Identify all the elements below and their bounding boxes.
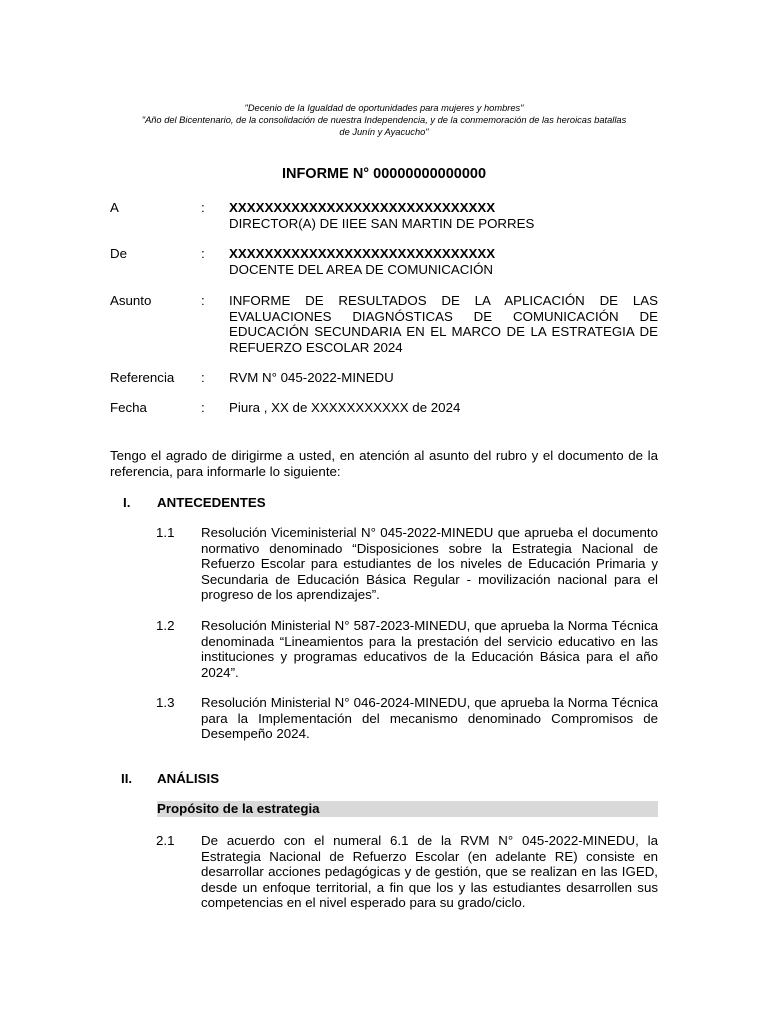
item-number: 1.2 (156, 618, 175, 633)
field-to-label: A (110, 200, 119, 215)
motto-line-1: "Decenio de la Igualdad de oportunidades para mujeres y hombres" (244, 103, 524, 113)
field-reference-label: Referencia (110, 370, 175, 385)
section-2-number: II. (121, 771, 133, 786)
field-subject-label: Asunto (110, 293, 152, 308)
report-title: INFORME N° 00000000000000 (281, 166, 487, 182)
field-from-colon: : (201, 246, 205, 261)
field-reference-colon: : (201, 370, 205, 385)
field-subject-value: INFORME DE RESULTADOS DE LA APLICACIÓN DE LAS EVALUACIONES DIAGNÓSTICAS DE COMUNICACIÓN DE EDUCACIÓN SECUNDARIA EN EL MARCO DE LA ESTRATEGIA DE REFUERZO ESCOLAR 2024 (229, 293, 658, 355)
subheading-proposito: Propósito de la estrategia (157, 801, 658, 817)
header-mottos (110, 102, 658, 138)
motto-line-2: "Año del Bicentenario, de la consolidación de nuestra Independencia, y de la conmemoración de las heroicas batallas (141, 115, 627, 125)
intro-paragraph: Tengo el agrado de dirigirme a usted, en atención al asunto del rubro y el documento de la referencia, para informarle lo siguiente: (110, 448, 658, 479)
field-from-role: DOCENTE DEL AREA DE COMUNICACIÓN (229, 261, 494, 277)
field-from-label: De (110, 246, 127, 261)
section-1-number: I. (123, 495, 131, 510)
field-from-name: XXXXXXXXXXXXXXXXXXXXXXXXXXXXXX (229, 246, 496, 261)
motto-line-3: de Junín y Ayacucho" (339, 127, 429, 137)
item-text: Resolución Ministerial N° 587-2023-MINEDU, que aprueba la Norma Técnica denominada “Lineamientos para la prestación del servicio educativo en las instituciones y programas educativos de la Educación Básica para el año 2024”. (201, 618, 658, 680)
item-text: Resolución Ministerial N° 046-2024-MINEDU, que aprueba la Norma Técnica para la Implementación del mecanismo denominado Compromisos de Desempeño 2024. (201, 695, 658, 741)
field-reference-value: RVM N° 045-2022-MINEDU (229, 370, 394, 385)
field-to-role: DIRECTOR(A) DE IIEE SAN MARTIN DE PORRES (229, 215, 535, 231)
field-to-name: XXXXXXXXXXXXXXXXXXXXXXXXXXXXXX (229, 200, 496, 215)
field-date-value: Piura , XX de XXXXXXXXXXX de 2024 (229, 400, 461, 415)
item-number: 1.1 (156, 525, 175, 540)
item-number: 2.1 (156, 833, 175, 848)
section-1-title: ANTECEDENTES (157, 495, 266, 510)
field-subject-colon: : (201, 293, 205, 308)
item-number: 1.3 (156, 695, 175, 710)
item-text: Resolución Viceministerial N° 045-2022-MINEDU que aprueba el documento normativo denominado “Disposiciones sobre la Estrategia Nacional de Refuerzo Escolar para estudiantes de los niveles de Educación Primaria y Secundaria de Educación Básica Regular - movilización nacional para el progreso de los aprendizajes”. (201, 525, 658, 602)
field-to-colon: : (201, 200, 205, 215)
field-date-colon: : (201, 400, 205, 415)
section-2-title: ANÁLISIS (157, 771, 220, 786)
field-date-label: Fecha (110, 400, 147, 415)
item-text: De acuerdo con el numeral 6.1 de la RVM N° 045-2022-MINEDU, la Estrategia Nacional de Refuerzo Escolar (en adelante RE) consiste en desarrollar acciones pedagógicas y de gestión, que se realizan en las IGED, desde un enfoque territorial, a fin que los y las estudiantes desarrollen sus competencias en el nivel esperado para su grado/ciclo. (201, 833, 658, 910)
